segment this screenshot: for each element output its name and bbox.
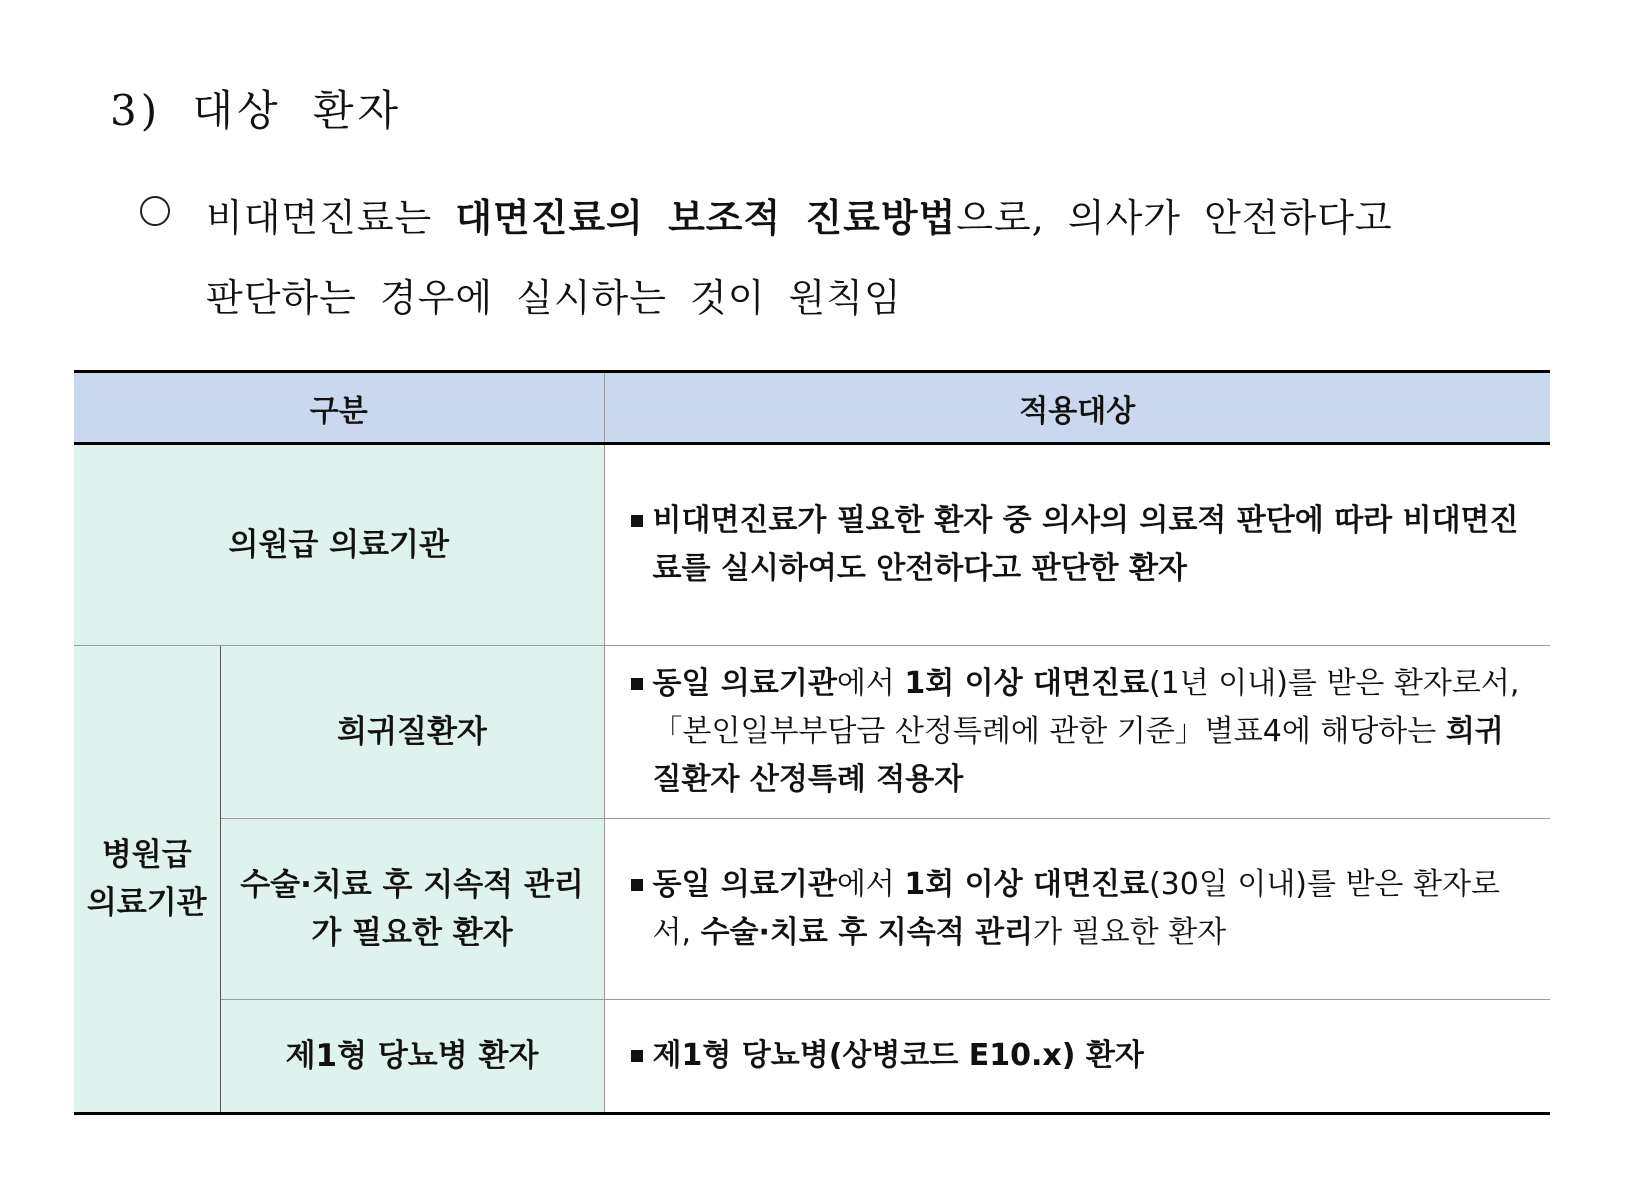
section-heading: 3) 대상 환자 (110, 86, 403, 135)
target-text: 에서 (836, 867, 905, 902)
intro-line-2: 판단하는 경우에 실시하는 것이 원칙임 (206, 276, 902, 320)
header-target: 적용대상 (604, 372, 1550, 444)
category-clinic: 의원급 의료기관 (74, 444, 604, 646)
intro-text: 으로, 의사가 안전하다고 (956, 196, 1393, 240)
subcategory-type1-diabetes: 제1형 당뇨병 환자 (220, 1000, 604, 1114)
square-bullet-icon (631, 678, 643, 690)
square-bullet-icon (631, 515, 643, 527)
table-header-row (74, 372, 1550, 444)
target-bold: 희귀질환자 산정특례 적용자 (652, 714, 1504, 797)
target-text: 제1형 당뇨병(상병코드 E10.x) 환자 (652, 1038, 1144, 1073)
intro-line-1 (206, 178, 1540, 258)
group-label: 병원급 의료기관 (86, 837, 207, 921)
square-bullet-icon (631, 1050, 643, 1062)
circle-bullet-icon (140, 196, 170, 226)
category-hospital (74, 646, 220, 1114)
target-item (631, 1032, 1531, 1080)
target-bold: 동일 의료기관 (652, 666, 837, 701)
target-text: 에서 (836, 666, 905, 701)
target-bold: 1회 이상 대면진료 (904, 666, 1149, 701)
intro-paragraph (140, 178, 1540, 338)
intro-text: 비대면진료는 (206, 196, 456, 240)
subcategory-post-surgery (220, 819, 604, 1000)
target-bold: 수술·치료 후 지속적 관리 (700, 915, 1034, 950)
subcategory-rare-disease: 희귀질환자 (220, 646, 604, 819)
target-cell (604, 646, 1550, 819)
target-patients-table (74, 370, 1550, 1115)
target-text: 비대면진료가 필요한 환자 중 의사의 의료적 판단에 따라 비대면진료를 실시하여도 안전하다고 판단한 환자 (652, 503, 1519, 586)
intro-bold-text: 대면진료의 보조적 진료방법 (455, 195, 957, 240)
header-category: 구분 (74, 372, 604, 444)
target-item (631, 861, 1531, 957)
target-bold: 동일 의료기관 (652, 867, 837, 902)
subcategory-label: 수술·치료 후 지속적 관리가 필요한 환자 (240, 867, 584, 951)
target-bold: 1회 이상 대면진료 (904, 867, 1149, 902)
target-cell (604, 819, 1550, 1000)
target-item (631, 660, 1531, 804)
target-text: (1년 이내)를 받은 환자로서,「본인일부부담금 산정특례에 관한 기준」별표4에 해당하는 (652, 666, 1520, 749)
table-row (74, 819, 1550, 1000)
target-cell (604, 1000, 1550, 1114)
target-text: 가 필요한 환자 (1033, 915, 1227, 950)
target-cell (604, 444, 1550, 646)
table-row (74, 1000, 1550, 1114)
target-text: (30일 이내)를 받은 환자로서, (652, 867, 1500, 950)
square-bullet-icon (631, 879, 643, 891)
table-row (74, 444, 1550, 646)
table-row (74, 646, 1550, 819)
target-item (631, 497, 1531, 593)
